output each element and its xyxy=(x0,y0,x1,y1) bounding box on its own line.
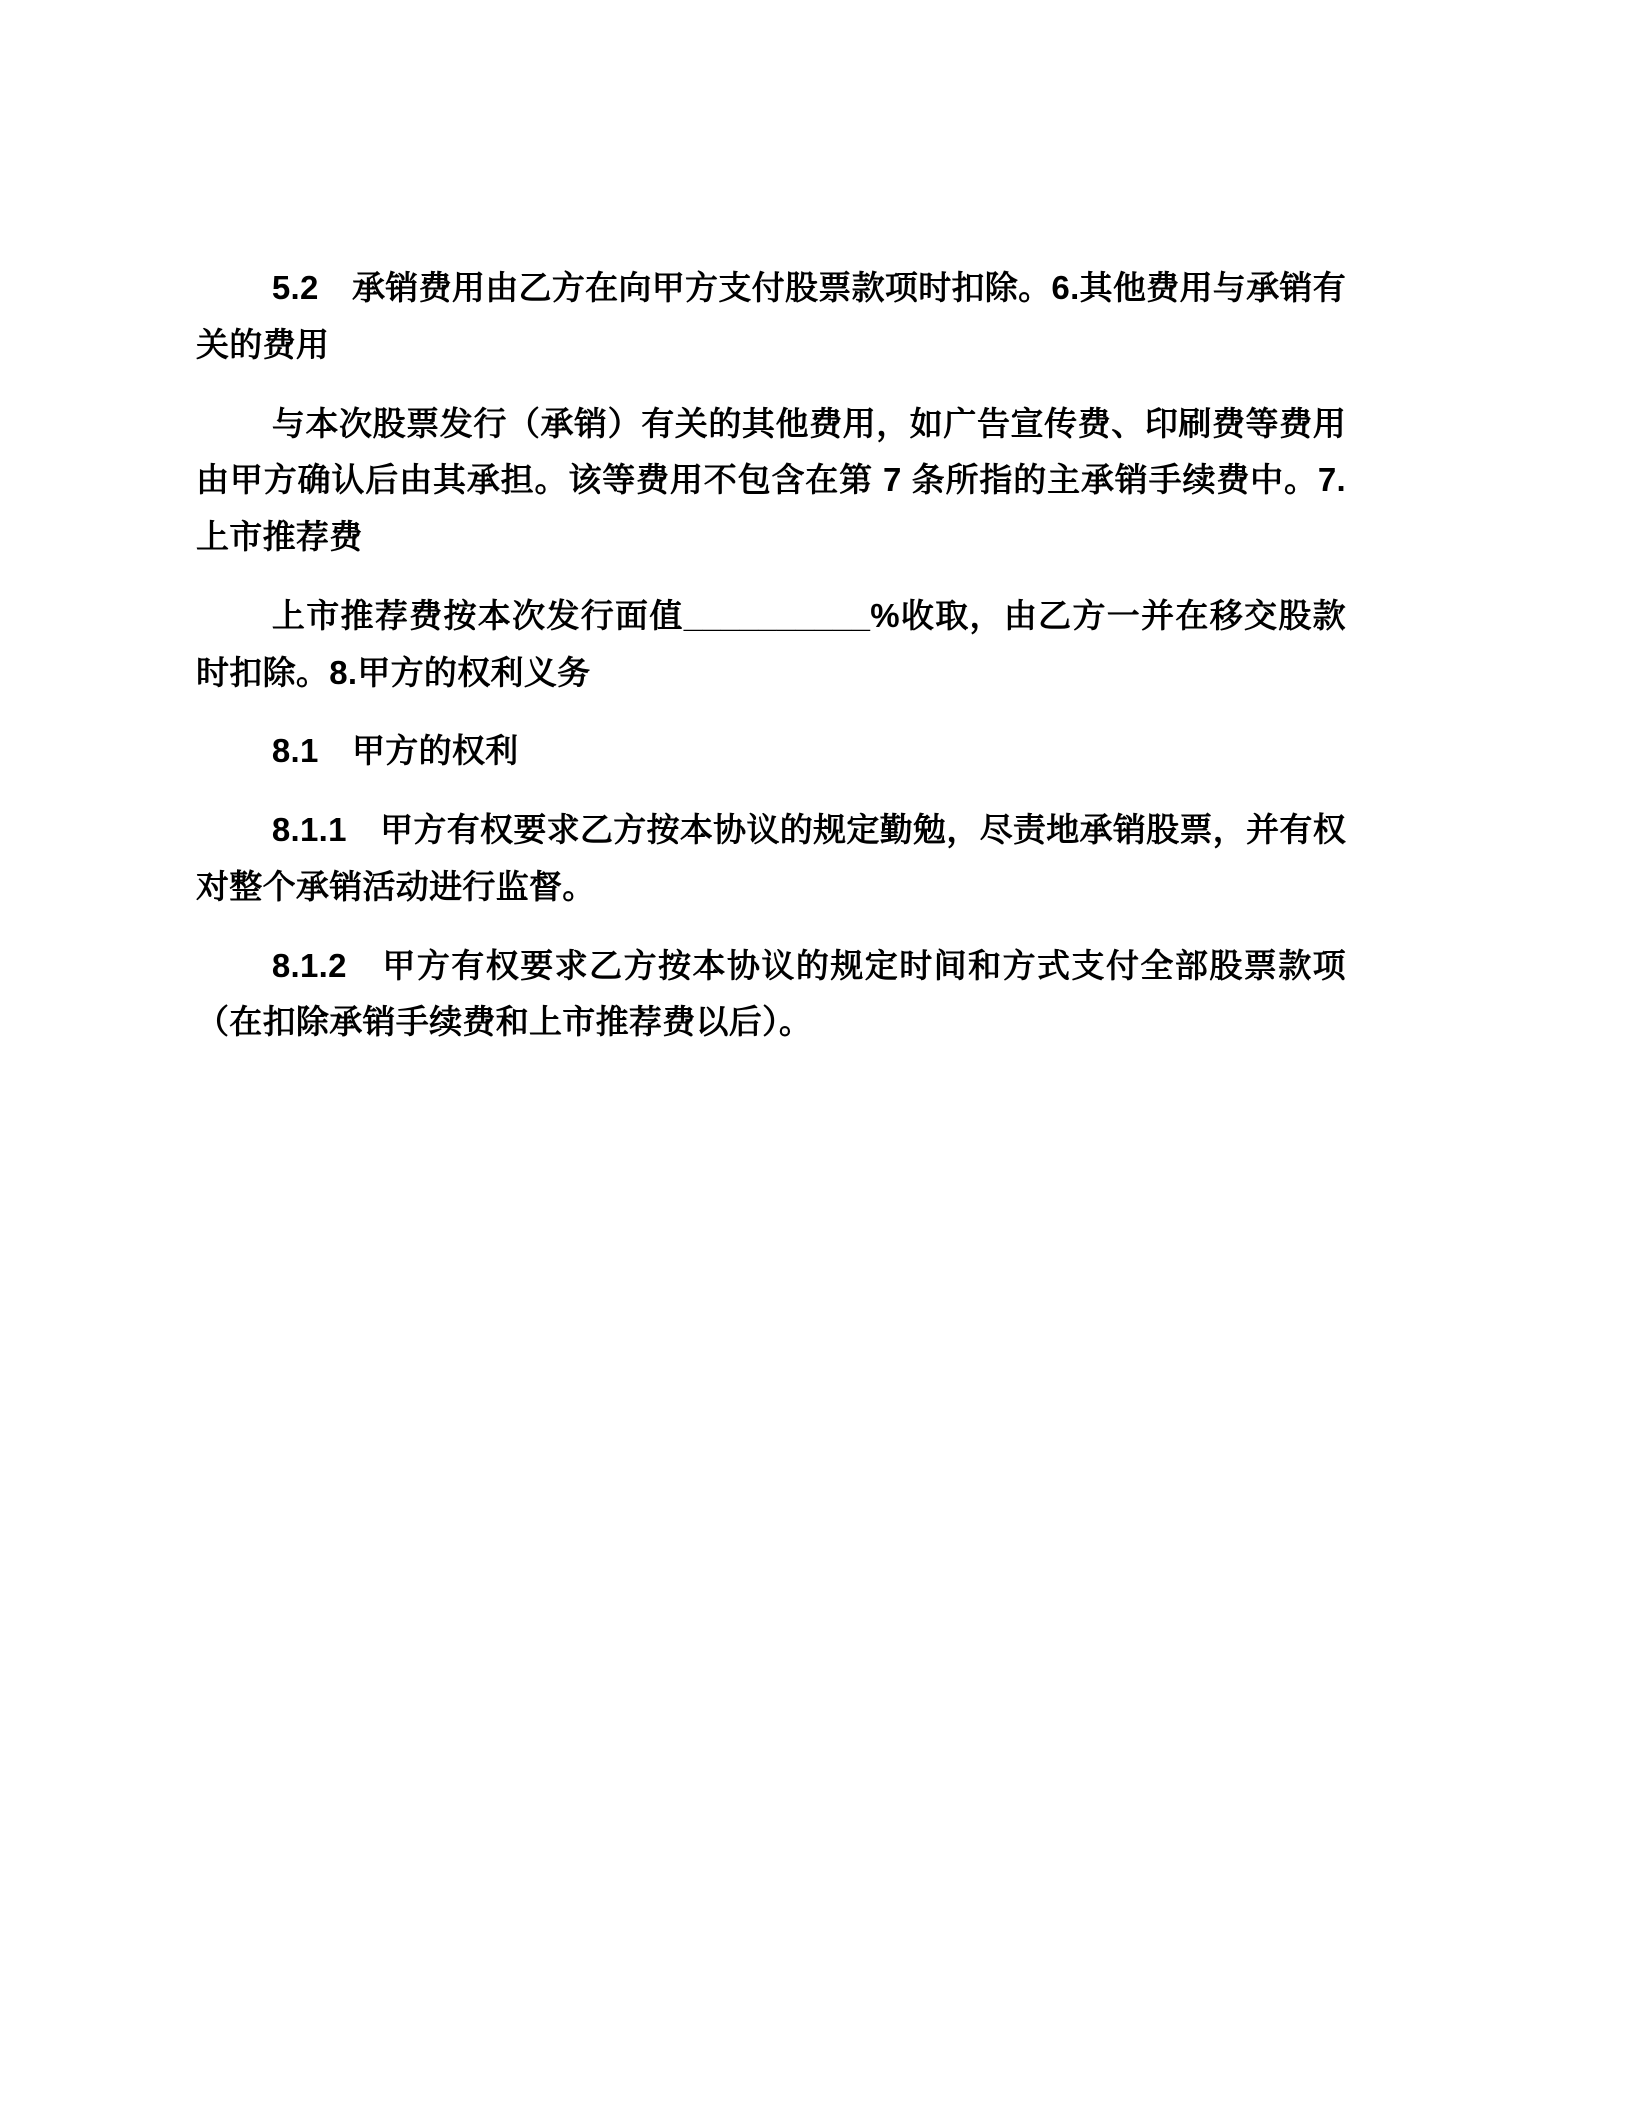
paragraph-other-fees: 与本次股票发行（承销）有关的其他费用，如广告宣传费、印刷费等费用由甲方确认后由其承担。该等费用不包含在第 7 条所指的主承销手续费中。7.上市推荐费 xyxy=(196,404,1346,555)
paragraph-8-1-heading: 8.1 甲方的权利 xyxy=(271,732,519,770)
paragraph-5-2: 5.2 承销费用由乙方在向甲方支付股票款项时扣除。6.其他费用与承销有关的费用 xyxy=(196,269,1346,363)
paragraph-8-1-1: 8.1.1 甲方有权要求乙方按本协议的规定勤勉，尽责地承销股票，并有权对整个承销活动进行监督。 xyxy=(196,811,1346,905)
paragraph-8-1-2: 8.1.2 甲方有权要求乙方按本协议的规定时间和方式支付全部股票款项（在扣除承销手续费和上市推荐费以后）。 xyxy=(196,946,1346,1041)
paragraph-listing-recommendation-fee: 上市推荐费按本次发行面值__________%收取，由乙方一并在移交股款时扣除。8.甲方的权利义务 xyxy=(196,596,1346,691)
document-body xyxy=(196,260,1346,1051)
